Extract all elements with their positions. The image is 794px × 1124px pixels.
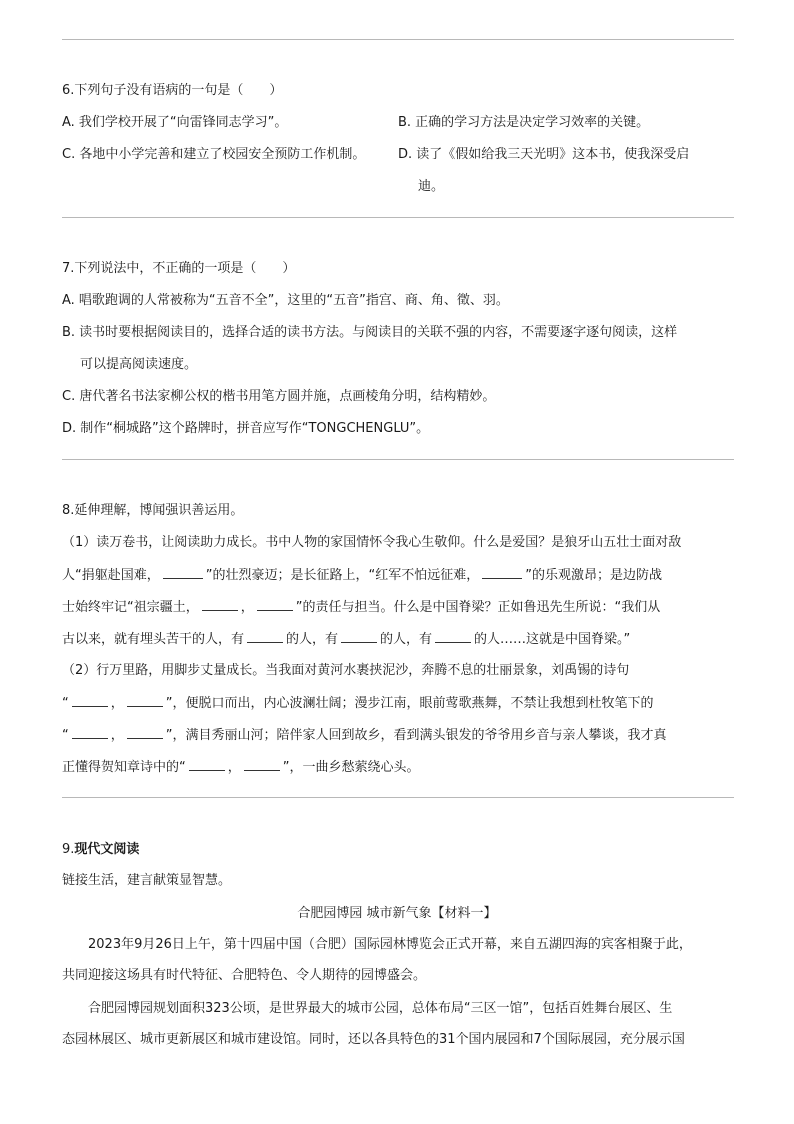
q6-option-c: C. 各地中小学完善和建立了校园安全预防工作机制。 xyxy=(62,147,366,162)
q7-option-b: B. 读书时要根据阅读目的，选择合适的读书方法。与阅读目的关联不强的内容，不需要逐字逐句阅读，这样 xyxy=(62,325,678,340)
text: ”，便脱口而出，内心波澜壮阔；漫步江南，眼前莺歌燕舞，不禁让我想到杜牧笔下的 xyxy=(165,696,654,711)
text: 的人……这就是中国脊梁。” xyxy=(474,632,631,647)
q6-option-a: A. 我们学校开展了“向雷锋同志学习”。 xyxy=(62,115,288,130)
q9-para1-line1: 2023年9月26日上午，第十四届中国（合肥）国际园林博览会正式开幕，来自五湖四海的宾客相聚于此， xyxy=(88,937,692,952)
q7-option-c: C. 唐代著名书法家柳公权的楷书用笔方圆并施，点画棱角分明，结构精妙。 xyxy=(62,389,496,404)
fill-blank[interactable] xyxy=(127,726,163,739)
text: ”，满目秀丽山河；陪伴家人回到故乡，看到满头银发的爷爷用乡音与亲人攀谈，我才真 xyxy=(165,728,667,743)
q7-option-b-cont: 可以提高阅读速度。 xyxy=(80,357,198,372)
text: ， xyxy=(227,760,241,775)
q8-p2-line1: （2）行万里路，用脚步丈量成长。当我面对黄河水裹挟泥沙，奔腾不息的壮丽景象，刘禹锡的诗句 xyxy=(62,663,630,678)
text: 古以来，就有埋头苦干的人，有 xyxy=(62,632,245,647)
q6-option-d: D. 读了《假如给我三天光明》这本书，使我深受启 xyxy=(398,147,690,162)
q9-material-heading: 合肥园博园 城市新气象【材料一】 xyxy=(297,906,497,921)
fill-blank[interactable] xyxy=(189,758,225,771)
text: 人“捐躯赴国难， xyxy=(62,568,160,583)
fill-blank[interactable] xyxy=(72,694,108,707)
text: “ xyxy=(62,696,69,711)
q6-stem: 6.下列句子没有语病的一句是（ ） xyxy=(62,83,283,98)
fill-blank[interactable] xyxy=(244,758,280,771)
q8-p1-line1: （1）读万卷书，让阅读助力成长。书中人物的家国情怀令我心生敬仰。什么是爱国？是狼牙山五壮士面对敌 xyxy=(62,535,682,550)
text: 的人，有 xyxy=(286,632,339,647)
q6-option-b: B. 正确的学习方法是决定学习效率的关键。 xyxy=(398,115,650,130)
text: ， xyxy=(240,600,254,615)
q8-p1-line4 xyxy=(62,630,630,649)
q9-header xyxy=(62,841,139,859)
q8-stem: 8.延伸理解，博闻强识善运用。 xyxy=(62,503,244,518)
q9-intro: 链接生活，建言献策显智慧。 xyxy=(62,873,232,888)
q7-stem: 7.下列说法中，不正确的一项是（ ） xyxy=(62,261,296,276)
text: ”的乐观激昂；是边防战 xyxy=(525,568,662,583)
fill-blank[interactable] xyxy=(247,630,283,643)
fill-blank[interactable] xyxy=(202,598,238,611)
q8-p2-line2 xyxy=(62,694,654,713)
fill-blank[interactable] xyxy=(127,694,163,707)
q7-option-a: A. 唱歌跑调的人常被称为“五音不全”，这里的“五音”指宫、商、角、徵、羽。 xyxy=(62,293,509,308)
divider-q8 xyxy=(62,797,734,798)
fill-blank[interactable] xyxy=(341,630,377,643)
text: ， xyxy=(110,728,124,743)
text: 正懂得贺知章诗中的“ xyxy=(62,760,186,775)
text: 士始终牢记“祖宗疆土， xyxy=(62,600,199,615)
text: ”的责任与担当。什么是中国脊梁？正如鲁迅先生所说：“我们从 xyxy=(295,600,661,615)
text: 的人，有 xyxy=(380,632,433,647)
text: “ xyxy=(62,728,69,743)
q9-para2-line1: 合肥园博园规划面积323公顷，是世界最大的城市公园，总体布局“三区一馆”，包括百姓舞台展区、生 xyxy=(88,1001,673,1016)
q9-title: 现代文阅读 xyxy=(74,842,140,857)
q9-number: 9. xyxy=(62,842,75,857)
fill-blank[interactable] xyxy=(257,598,293,611)
q8-p1-line3 xyxy=(62,598,660,617)
q9-para1-line2: 共同迎接这场具有时代特征、合肥特色、令人期待的园博盛会。 xyxy=(62,968,427,983)
fill-blank[interactable] xyxy=(163,566,203,579)
top-divider xyxy=(62,39,734,40)
q8-p2-line4 xyxy=(62,758,420,777)
divider-q7 xyxy=(62,459,734,460)
text: ”的壮烈豪迈；是长征路上，“红军不怕远征难， xyxy=(205,568,480,583)
q9-para2-line2: 态园林展区、城市更新展区和城市建设馆。同时，还以各具特色的31个国内展园和7个国际展园，充分展示国 xyxy=(62,1032,685,1047)
text: ”，一曲乡愁萦绕心头。 xyxy=(282,760,420,775)
q7-option-d: D. 制作“桐城路”这个路牌时，拼音应写作“TONGCHENGLU”。 xyxy=(62,421,430,436)
q8-p1-line2 xyxy=(62,566,662,585)
text: ， xyxy=(110,696,124,711)
q8-p2-line3 xyxy=(62,726,667,745)
fill-blank[interactable] xyxy=(482,566,522,579)
divider-q6 xyxy=(62,217,734,218)
fill-blank[interactable] xyxy=(435,630,471,643)
q6-option-d-cont: 迪。 xyxy=(418,179,445,194)
fill-blank[interactable] xyxy=(72,726,108,739)
